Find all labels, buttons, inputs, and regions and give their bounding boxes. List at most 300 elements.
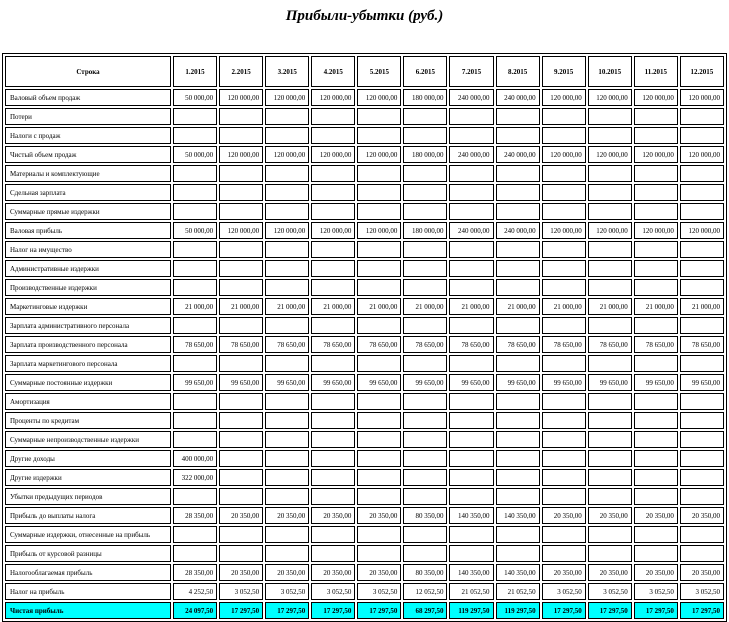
value-cell [311,488,355,505]
value-cell [219,355,263,372]
value-cell [449,260,493,277]
value-cell: 120 000,00 [634,89,678,106]
profit-loss-table [2,53,727,622]
value-cell [357,165,401,182]
value-cell [588,431,632,448]
value-cell: 120 000,00 [265,222,309,239]
row-label: Другие издержки [5,469,171,486]
value-cell [173,412,217,429]
value-cell [403,127,447,144]
value-cell [680,127,724,144]
value-cell [219,412,263,429]
value-cell [680,412,724,429]
value-cell [449,203,493,220]
value-cell: 20 350,00 [634,507,678,524]
table-row [5,260,724,277]
value-cell [173,184,217,201]
value-cell [542,108,586,125]
value-cell: 78 650,00 [357,336,401,353]
table-row [5,374,724,391]
row-label: Валовая прибыль [5,222,171,239]
value-cell: 20 350,00 [311,507,355,524]
value-cell [265,393,309,410]
period-header: 3.2015 [265,56,309,87]
value-cell [634,469,678,486]
value-cell [219,241,263,258]
value-cell: 21 000,00 [403,298,447,315]
period-header: 7.2015 [449,56,493,87]
value-cell [680,450,724,467]
value-cell [542,317,586,334]
table-header-row [5,56,724,87]
row-label: Потери [5,108,171,125]
table-row [5,450,724,467]
value-cell [311,203,355,220]
value-cell: 120 000,00 [219,222,263,239]
value-cell [542,526,586,543]
value-cell: 17 297,50 [542,602,586,619]
table-row [5,469,724,486]
value-cell [496,317,540,334]
value-cell [634,431,678,448]
value-cell [173,526,217,543]
value-cell [403,355,447,372]
value-cell: 3 052,50 [311,583,355,600]
row-label: Материалы и комплектующие [5,165,171,182]
value-cell [357,431,401,448]
value-cell: 120 000,00 [680,146,724,163]
value-cell [680,545,724,562]
value-cell [542,260,586,277]
value-cell: 120 000,00 [634,146,678,163]
value-cell [403,469,447,486]
value-cell [634,203,678,220]
value-cell [680,393,724,410]
value-cell [357,355,401,372]
value-cell [449,355,493,372]
value-cell [219,203,263,220]
value-cell [219,108,263,125]
value-cell: 99 650,00 [588,374,632,391]
value-cell [311,431,355,448]
value-cell: 180 000,00 [403,89,447,106]
value-cell [449,317,493,334]
value-cell [449,545,493,562]
value-cell [496,108,540,125]
value-cell [403,241,447,258]
value-cell [449,488,493,505]
value-cell: 78 650,00 [680,336,724,353]
value-cell [173,260,217,277]
value-cell [219,279,263,296]
value-cell: 21 000,00 [173,298,217,315]
value-cell [634,450,678,467]
value-cell: 99 650,00 [219,374,263,391]
value-cell [634,279,678,296]
period-header: 9.2015 [542,56,586,87]
value-cell: 20 350,00 [542,564,586,581]
value-cell [634,526,678,543]
value-cell [542,355,586,372]
value-cell: 140 350,00 [449,564,493,581]
value-cell [588,355,632,372]
value-cell [265,127,309,144]
table-row [5,507,724,524]
value-cell: 99 650,00 [173,374,217,391]
value-cell [173,431,217,448]
value-cell: 20 350,00 [634,564,678,581]
table-row [5,108,724,125]
table-row [5,355,724,372]
value-cell: 78 650,00 [403,336,447,353]
value-cell [403,545,447,562]
value-cell: 20 350,00 [265,507,309,524]
row-label: Налог на имущество [5,241,171,258]
table-row [5,222,724,239]
value-cell [588,450,632,467]
value-cell [403,165,447,182]
value-cell [173,127,217,144]
value-cell: 17 297,50 [357,602,401,619]
value-cell [219,393,263,410]
value-cell [265,260,309,277]
value-cell [542,488,586,505]
value-cell: 78 650,00 [311,336,355,353]
value-cell: 80 350,00 [403,507,447,524]
value-cell: 99 650,00 [496,374,540,391]
value-cell [634,165,678,182]
value-cell: 3 052,50 [542,583,586,600]
value-cell: 20 350,00 [219,507,263,524]
value-cell [173,241,217,258]
value-cell [496,450,540,467]
value-cell [680,165,724,182]
value-cell [265,108,309,125]
value-cell [588,108,632,125]
value-cell [634,545,678,562]
value-cell [449,184,493,201]
value-cell [219,545,263,562]
value-cell [496,260,540,277]
value-cell [219,127,263,144]
value-cell [588,393,632,410]
period-header: 4.2015 [311,56,355,87]
value-cell: 120 000,00 [680,89,724,106]
value-cell [311,393,355,410]
value-cell: 21 000,00 [449,298,493,315]
value-cell: 20 350,00 [311,564,355,581]
value-cell [357,526,401,543]
value-cell [496,203,540,220]
period-header: 5.2015 [357,56,401,87]
value-cell [357,279,401,296]
value-cell: 20 350,00 [680,507,724,524]
value-cell: 28 350,00 [173,507,217,524]
value-cell [219,450,263,467]
value-cell: 17 297,50 [265,602,309,619]
value-cell [265,488,309,505]
table-row [5,298,724,315]
period-header: 10.2015 [588,56,632,87]
value-cell [449,241,493,258]
value-cell: 21 000,00 [311,298,355,315]
value-cell: 120 000,00 [265,146,309,163]
value-cell [680,431,724,448]
value-cell [403,203,447,220]
value-cell [403,108,447,125]
value-cell [680,279,724,296]
value-cell: 240 000,00 [449,222,493,239]
value-cell [403,260,447,277]
value-cell [634,260,678,277]
value-cell: 20 350,00 [680,564,724,581]
period-header: 1.2015 [173,56,217,87]
value-cell: 78 650,00 [219,336,263,353]
row-label: Проценты по кредитам [5,412,171,429]
value-cell [173,279,217,296]
value-cell [219,165,263,182]
total-row [5,602,724,619]
table-row [5,412,724,429]
value-cell [588,184,632,201]
value-cell: 140 350,00 [496,564,540,581]
table-row [5,564,724,581]
value-cell: 20 350,00 [265,564,309,581]
value-cell [588,279,632,296]
value-cell: 20 350,00 [542,507,586,524]
value-cell [680,526,724,543]
table-row [5,393,724,410]
value-cell [219,526,263,543]
value-cell [449,450,493,467]
value-cell [311,241,355,258]
value-cell: 99 650,00 [449,374,493,391]
value-cell [449,526,493,543]
value-cell [496,526,540,543]
value-cell: 21 000,00 [265,298,309,315]
value-cell: 120 000,00 [542,222,586,239]
row-label: Налогооблагаемая прибыль [5,564,171,581]
row-label: Другие доходы [5,450,171,467]
row-label: Амортизация [5,393,171,410]
value-cell [403,279,447,296]
table-row [5,583,724,600]
value-cell: 4 252,50 [173,583,217,600]
value-cell: 240 000,00 [449,89,493,106]
value-cell [542,412,586,429]
value-cell [542,165,586,182]
value-cell [265,450,309,467]
value-cell: 50 000,00 [173,222,217,239]
value-cell [680,317,724,334]
value-cell [219,431,263,448]
value-cell [542,545,586,562]
value-cell: 20 350,00 [357,507,401,524]
value-cell [357,545,401,562]
value-cell: 120 000,00 [542,89,586,106]
table-row [5,545,724,562]
row-label: Зарплата маркетингового персонала [5,355,171,372]
value-cell: 21 052,50 [449,583,493,600]
value-cell [588,260,632,277]
value-cell [403,450,447,467]
value-cell [173,203,217,220]
value-cell: 120 000,00 [680,222,724,239]
row-label: Чистый объем продаж [5,146,171,163]
value-cell [311,469,355,486]
value-cell [542,203,586,220]
value-cell: 3 052,50 [265,583,309,600]
value-cell: 120 000,00 [311,222,355,239]
value-cell: 24 097,50 [173,602,217,619]
value-cell: 17 297,50 [634,602,678,619]
value-cell [634,127,678,144]
value-cell [449,431,493,448]
value-cell [542,431,586,448]
value-cell [449,279,493,296]
value-cell [403,412,447,429]
value-cell: 99 650,00 [542,374,586,391]
value-cell [311,279,355,296]
value-cell [588,165,632,182]
value-cell [449,108,493,125]
value-cell: 120 000,00 [219,89,263,106]
value-cell [496,469,540,486]
value-cell: 99 650,00 [311,374,355,391]
value-cell: 120 000,00 [634,222,678,239]
row-label: Прибыль до выплаты налога [5,507,171,524]
value-cell: 120 000,00 [357,222,401,239]
value-cell [634,488,678,505]
period-header: 6.2015 [403,56,447,87]
value-cell [496,165,540,182]
value-cell [634,184,678,201]
table-row [5,279,724,296]
value-cell [311,412,355,429]
value-cell: 120 000,00 [219,146,263,163]
value-cell: 17 297,50 [219,602,263,619]
value-cell [173,317,217,334]
value-cell [357,108,401,125]
value-cell: 322 000,00 [173,469,217,486]
value-cell [680,488,724,505]
value-cell: 21 000,00 [634,298,678,315]
row-label: Производственные издержки [5,279,171,296]
value-cell [357,393,401,410]
row-label: Суммарные издержки, отнесенные на прибыль [5,526,171,543]
value-cell [173,165,217,182]
value-cell [265,317,309,334]
value-cell [403,317,447,334]
value-cell: 119 297,50 [496,602,540,619]
value-cell [311,355,355,372]
value-cell [265,279,309,296]
value-cell [542,279,586,296]
value-cell [496,488,540,505]
value-cell: 21 000,00 [588,298,632,315]
value-cell [173,108,217,125]
row-label: Суммарные непроизводственные издержки [5,431,171,448]
value-cell: 240 000,00 [496,146,540,163]
value-cell [311,526,355,543]
value-cell: 120 000,00 [357,146,401,163]
value-cell [680,241,724,258]
value-cell [588,127,632,144]
value-cell [496,355,540,372]
value-cell [311,127,355,144]
value-cell: 17 297,50 [588,602,632,619]
value-cell: 180 000,00 [403,222,447,239]
row-label: Сдельная зарплата [5,184,171,201]
value-cell: 240 000,00 [496,89,540,106]
value-cell: 3 052,50 [219,583,263,600]
value-cell: 120 000,00 [311,89,355,106]
value-cell [403,526,447,543]
value-cell: 78 650,00 [265,336,309,353]
value-cell [680,355,724,372]
value-cell [542,127,586,144]
value-cell [634,241,678,258]
value-cell: 140 350,00 [449,507,493,524]
value-cell [588,317,632,334]
value-cell: 17 297,50 [680,602,724,619]
value-cell: 50 000,00 [173,146,217,163]
value-cell: 21 000,00 [496,298,540,315]
row-label: Убытки предыдущих периодов [5,488,171,505]
table-row [5,165,724,182]
period-header: 2.2015 [219,56,263,87]
value-cell [403,393,447,410]
value-cell: 78 650,00 [588,336,632,353]
value-cell [265,431,309,448]
value-cell: 400 000,00 [173,450,217,467]
value-cell [496,545,540,562]
value-cell: 99 650,00 [357,374,401,391]
row-label: Маркетинговые издержки [5,298,171,315]
value-cell [357,450,401,467]
value-cell [265,203,309,220]
value-cell: 3 052,50 [634,583,678,600]
value-cell [680,203,724,220]
value-cell: 21 000,00 [680,298,724,315]
value-cell [357,203,401,220]
value-cell [357,469,401,486]
value-cell: 99 650,00 [680,374,724,391]
value-cell [219,469,263,486]
value-cell [357,184,401,201]
value-cell [542,184,586,201]
table-row [5,431,724,448]
value-cell: 240 000,00 [449,146,493,163]
value-cell: 120 000,00 [357,89,401,106]
table-body [5,89,724,619]
value-cell: 21 000,00 [219,298,263,315]
value-cell [449,165,493,182]
value-cell: 78 650,00 [449,336,493,353]
value-cell [496,127,540,144]
value-cell: 28 350,00 [173,564,217,581]
value-cell [634,412,678,429]
value-cell [357,488,401,505]
value-cell [588,545,632,562]
value-cell: 120 000,00 [542,146,586,163]
value-cell [496,412,540,429]
value-cell: 99 650,00 [265,374,309,391]
value-cell [357,241,401,258]
table-row [5,488,724,505]
value-cell [634,393,678,410]
table-row [5,184,724,201]
